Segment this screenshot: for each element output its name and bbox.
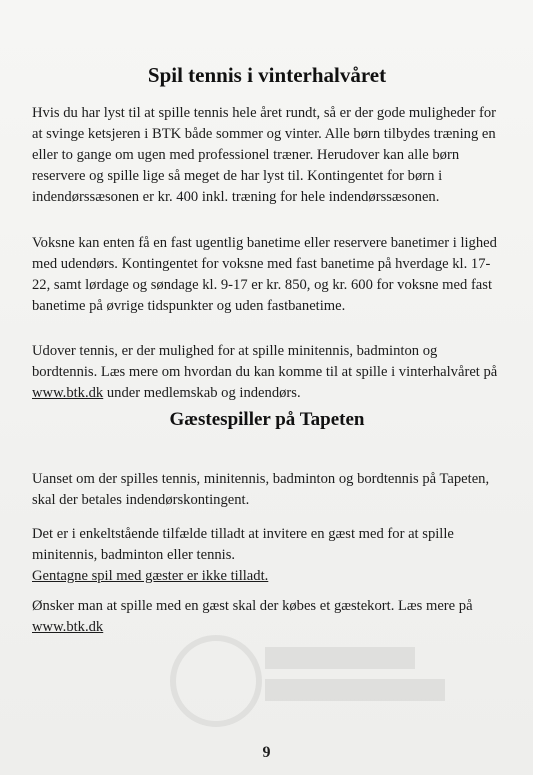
ghost-text-block (265, 679, 445, 701)
ghost-text-block (265, 647, 415, 669)
paragraph-indoor-fee: Uanset om der spilles tennis, minitennis, badminton og bordtennis på Tapeten, skal der betales indendørskontingent. (32, 471, 490, 508)
btk-website-link[interactable]: www.btk.dk (32, 619, 104, 635)
paragraph-text: Ønsker man at spille med en gæst skal der købes et gæstekort. Læs mere på (32, 598, 473, 614)
page-number: 9 (262, 744, 271, 761)
paragraph-guest-card (32, 596, 504, 638)
paragraph-children-training: Hvis du har lyst til at spille tennis hele året rundt, så er der gode muligheder for at svinge ketsjeren i BTK både sommer og vinter. Alle børn tilbydes træning en eller to gange om ugen med professionel træner. Herudover kan alle børn reservere og spille lige så meget de har lyst til. Kontingentet for børn i indendørssæsonen er kr. 400 inkl. træning for hele indendørssæsonen. (32, 105, 497, 205)
guest-restriction-note: Gentagne spil med gæster er ikke tilladt. (32, 568, 269, 584)
btk-website-link[interactable]: www.btk.dk (32, 385, 104, 401)
paragraph-other-sports (32, 341, 504, 404)
paragraph-text: Udover tennis, er der mulighed for at spille minitennis, badminton og bordtennis. Læs mere om hvordan du kan komme til at spille i vinterhalvåret på (32, 343, 498, 380)
section-heading-winter-tennis: Spil tennis i vinterhalvåret (147, 63, 387, 87)
paragraph-text: Det er i enkeltstående tilfælde tilladt at invitere en gæst med for at spille minitennis, badminton eller tennis. (32, 526, 454, 563)
paragraph-guest-rules (32, 524, 504, 587)
section-heading-guest-player: Gæstespiller på Tapeten (169, 409, 365, 430)
bleed-through-logo (170, 635, 430, 725)
paragraph-text: under medlemskab og indendørs. (103, 385, 301, 401)
ghost-emblem (170, 635, 262, 727)
paragraph-adult-membership: Voksne kan enten få en fast ugentlig banetime eller reservere banetimer i lighed med udendørs. Kontingentet for voksne med fast banetime på hverdage kl. 17-22, samt lørdage og søndage kl. 9-17 er kr. 850, og kr. 600 for voksne med fast banetime på øvrige tidspunkter og uden fastbanetime. (32, 235, 497, 314)
